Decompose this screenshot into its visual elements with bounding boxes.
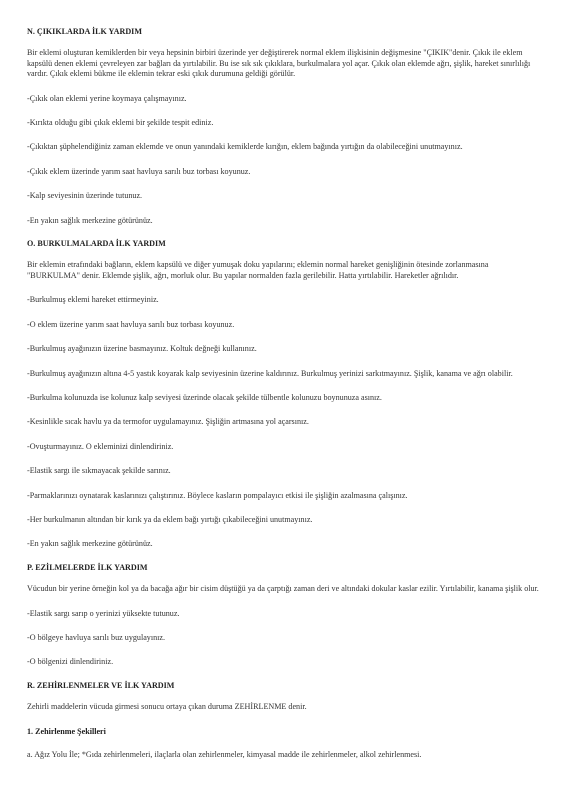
list-item: -O eklem üzerine yarım saat havluya sarılı buz torbası koyunuz. <box>27 319 235 329</box>
list-item: -Çıkık olan eklemi yerine koymaya çalışmayınız. <box>27 93 187 103</box>
section-zehirlenmeler <box>27 681 542 761</box>
list-item: -O bölgeye havluya sarılı buz uygulayınız. <box>27 632 166 642</box>
list-item: -Elastik sargı sarıp o yerinizi yüksekte tutunuz. <box>27 608 180 618</box>
list-item: -En yakın sağlık merkezine götürünüz. <box>27 539 153 549</box>
section-title: O. BURKULMALARDA İLK YARDIM <box>27 239 166 249</box>
list-item: -Ovuşturmayınız. O ekleminizi dinlendiriniz. <box>27 441 174 451</box>
list-item: -En yakın sağlık merkezine götürünüz. <box>27 215 153 225</box>
list-item: -Burkulmuş ayağınızın üzerine basmayınız. Koltuk değneği kullanınız. <box>27 344 257 354</box>
section-title: N. ÇIKIKLARDA İLK YARDIM <box>27 27 142 36</box>
list-item: -Burkulma kolunuzda ise kolunuz kalp seviyesi üzerinde olacak şekilde tülbentle kolunuzu boynunuza asınız. <box>27 392 382 402</box>
section-intro: Bir eklemin etrafındaki bağların, eklem kapsülü ve diğer yumuşak doku yapılarını; eklemin normal hareket genişliğinin ötesinde zorlanmasına "BURKULMA" denir. Eklemde şişlik, ağrı, morluk olur. Bu yapılar normalden fazla gerilebilir. Hatta yırtılabilir. Hareketler ağrılıdır. <box>27 260 489 280</box>
section-intro: Bir eklemi oluşturan kemiklerden bir veya hepsinin birbiri üzerinde yer değiştirerek normal eklem ilişkisinin değişmesine "ÇIKIK"denir. Çıkık ile eklem kapsülü denen eklemi çevreleyen zar bağları da yırtılabilir. Bu ise sık sık çıkıklara, burkulmalara yol açar. Çıkık olan eklemde ağrı, şişlik, hareket sınırlılığı vardır. Çıkık eklemi bükme ile eklemin tekrar eski çıkık durumuna geldiği görülür. <box>27 48 531 79</box>
section-intro: Zehirli maddelerin vücuda girmesi sonucu ortaya çıkan duruma ZEHİRLENME denir. <box>27 702 307 712</box>
list-item: -Kalp seviyesinin üzerinde tutunuz. <box>27 191 143 201</box>
section-ezilmeler <box>27 563 542 668</box>
section-burkulmalar <box>27 239 542 550</box>
document-page <box>27 20 542 760</box>
list-item: -Elastik sargı ile sıkmayacak şekilde sarınız. <box>27 466 171 476</box>
section-title: R. ZEHİRLENMELER VE İLK YARDIM <box>27 680 175 690</box>
list-item: -O bölgenizi dinlendiriniz. <box>27 657 114 667</box>
section-intro: Vücudun bir yerine örneğin kol ya da bacağa ağır bir cisim düştüğü ya da çarptığı zaman deri ve altındaki dokular kaslar ezilir. Yırtılabilir, kanama şişlik olur. <box>27 584 539 594</box>
list-item: -Burkulmuş ayağınızın altına 4-5 yastık koyarak kalp seviyesinin üzerine kaldırınız. Burkulmuş yerinizi sarkıtmayınız. Şişlik, kanama ve ağrı olabilir. <box>27 368 513 378</box>
list-item: -Her burkulmanın altından bir kırık ya da eklem bağı yırtığı çıkabileceğini unutmayınız. <box>27 514 313 524</box>
list-item: -Parmaklarınızı oynatarak kaslarınızı çalıştırınız. Böylece kasların pompalayıcı etkisi ile şişliğin azalmasına çalışınız. <box>27 490 408 500</box>
section-cikiklar <box>27 27 542 226</box>
list-item: -Kırıkta olduğu gibi çıkık eklemi bir şekilde tespit ediniz. <box>27 118 214 128</box>
subsection-title: 1. Zehirlenme Şekilleri <box>27 726 106 736</box>
section-title: P. EZİLMELERDE İLK YARDIM <box>27 562 148 572</box>
list-item: a. Ağız Yolu İle; *Gıda zehirlenmeleri, ilaçlarla olan zehirlenmeler, kimyasal madde ile zehirlenmeler, alkol zehirlenmesi. <box>27 750 422 759</box>
list-item: -Çıkık eklem üzerinde yarım saat havluya sarılı buz torbası koyunuz. <box>27 166 251 176</box>
list-item: -Çıkıktan şüphelendiğiniz zaman eklemde ve onun yanındaki kemiklerde kırığın, eklem bağında yırtığın da olabileceğini unutmayınız. <box>27 142 463 152</box>
list-item: -Burkulmuş eklemi hareket ettirmeyiniz. <box>27 295 159 305</box>
list-item: -Kesinlikle sıcak havlu ya da termofor uygulamayınız. Şişliğin artmasına yol açarsınız. <box>27 417 309 427</box>
